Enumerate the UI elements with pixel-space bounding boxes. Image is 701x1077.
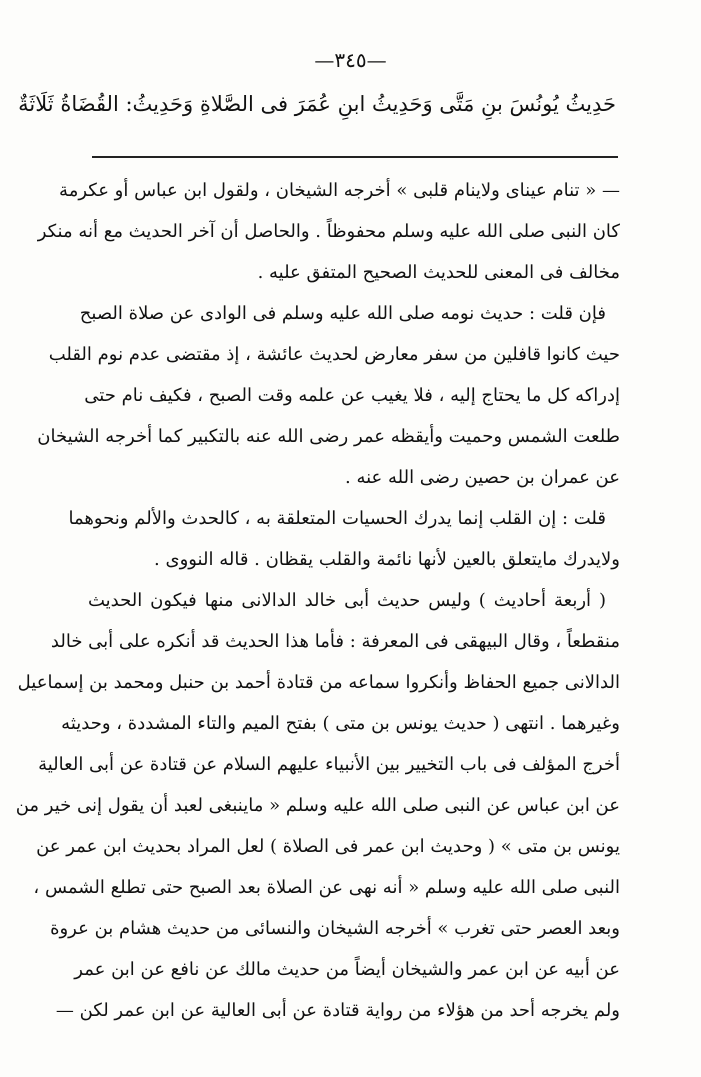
- text-line: قلت : إن القلب إنما يدرك الحسيات المتعلقة به ، كالحدث والألم ونحوهما: [68, 508, 606, 529]
- text-line: وغيرهما . انتهى ( حديث يونس بن متى ) بفتح الميم والتاء المشددة ، وحديثه: [61, 713, 620, 734]
- text-line: يونس بن متى » ( وحديث ابن عمر فى الصلاة ) لعل المراد بحديث ابن عمر عن: [36, 836, 620, 857]
- text-line: كان النبى صلى الله عليه وسلم محفوظاً . والحاصل أن آخر الحديث مع أنه منكر: [37, 221, 620, 242]
- text-line: منقطعاً ، وقال البيهقى فى المعرفة : فأما هذا الحديث قد أنكره على أبى خالد: [50, 631, 620, 652]
- text-line: عن ابن عباس عن النبى صلى الله عليه وسلم « ماينبغى لعبد أن يقول إنى خير من: [15, 795, 620, 816]
- page-number: —٣٤٥—: [314, 48, 387, 72]
- text-line: عن عمران بن حصين رضى الله عنه .: [345, 467, 620, 488]
- header-divider: [92, 156, 618, 158]
- text-line: ( أربعة أحاديث ) وليس حديث أبى خالد الدالانى منها فيكون الحديث: [88, 590, 606, 611]
- body-text: [15, 170, 620, 1031]
- text-line: ولايدرك مايتعلق بالعين لأنها نائمة والقلب يقظان . قاله النووى .: [154, 549, 620, 570]
- text-line: حيث كانوا قافلين من سفر معارض لحديث عائشة ، إذ مقتضى عدم نوم القلب: [48, 344, 620, 365]
- text-line: الدالانى جميع الحفاظ وأنكروا سماعه من قتادة أحمد بن حنبل ومحمد بن إسماعيل: [17, 672, 620, 693]
- running-head: حَدِيثُ يُونُسَ بنِ مَتَّى وَحَدِيثُ ابنِ عُمَرَ فى الصَّلاةِ وَحَدِيثُ: القُضَاةُ ثَلَاثَةٌ: [18, 92, 616, 116]
- text-line: فإن قلت : حديث نومه صلى الله عليه وسلم فى الوادى عن صلاة الصبح: [79, 303, 606, 324]
- text-line: إدراكه كل ما يحتاج إليه ، فلا يغيب عن علمه وقت الصبح ، فكيف نام حتى: [84, 385, 620, 406]
- text-line: مخالف فى المعنى للحديث الصحيح المتفق عليه .: [257, 262, 620, 283]
- text-line: — « تنام عيناى ولاينام قلبى » أخرجه الشيخان ، ولقول ابن عباس أو عكرمة: [59, 180, 620, 201]
- text-line: عن أبيه عن ابن عمر والشيخان أيضاً من حديث مالك عن نافع عن ابن عمر: [74, 959, 620, 980]
- text-line: أخرج المؤلف فى باب التخيير بين الأنبياء عليهم السلام عن قتادة عن أبى العالية: [38, 754, 620, 775]
- text-line: وبعد العصر حتى تغرب » أخرجه الشيخان والنسائى من حديث هشام بن عروة: [50, 918, 620, 939]
- text-line: ولم يخرجه أحد من هؤلاء من رواية قتادة عن أبى العالية عن ابن عمر لكن —: [55, 1000, 620, 1021]
- text-line: طلعت الشمس وحميت وأيقظه عمر رضى الله عنه بالتكبير كما أخرجه الشيخان: [37, 426, 620, 447]
- text-line: النبى صلى الله عليه وسلم « أنه نهى عن الصلاة بعد الصبح حتى تطلع الشمس ،: [33, 877, 620, 898]
